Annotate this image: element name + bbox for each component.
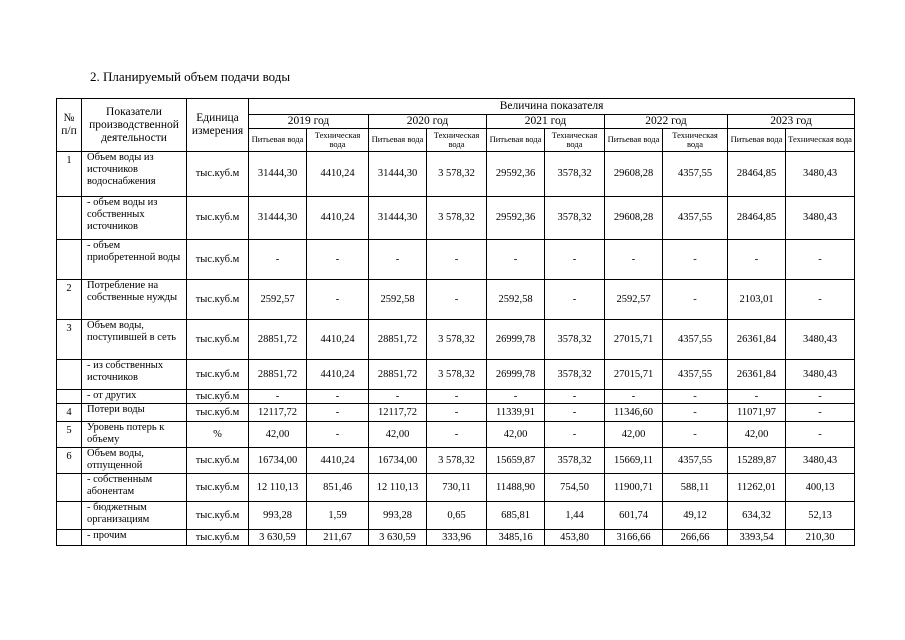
value-cell: - [427,240,487,280]
value-cell: - [307,280,369,320]
value-cell: 29592,36 [487,152,545,197]
value-cell: - [545,240,605,280]
value-cell: - [786,390,855,404]
value-cell: 3166,66 [605,530,663,546]
value-cell: 52,13 [786,502,855,530]
row-number [57,197,82,240]
value-cell: 993,28 [369,502,427,530]
row-unit: тыс.куб.м [187,448,249,474]
value-cell: - [427,404,487,422]
value-cell: 12117,72 [249,404,307,422]
value-cell: 28851,72 [369,360,427,390]
header-technical-water: Техническая вода [786,129,855,152]
value-cell: 3480,43 [786,360,855,390]
value-cell: 3 578,32 [427,320,487,360]
value-cell: 28464,85 [728,197,786,240]
value-cell: - [545,280,605,320]
value-cell: 4357,55 [663,152,728,197]
value-cell: 3480,43 [786,152,855,197]
row-unit: тыс.куб.м [187,474,249,502]
table-row [57,280,855,320]
header-drinking-water: Питьевая вода [487,129,545,152]
row-indicator: - объем воды из собственных источников [82,197,187,240]
value-cell: 42,00 [249,422,307,448]
row-indicator: - из собственных источников [82,360,187,390]
row-unit: тыс.куб.м [187,360,249,390]
value-cell: 11488,90 [487,474,545,502]
value-cell: 3 578,32 [427,360,487,390]
value-cell: 2592,58 [487,280,545,320]
value-cell: - [545,404,605,422]
value-cell: - [307,404,369,422]
table-row [57,152,855,197]
value-cell: 42,00 [605,422,663,448]
value-cell: 31444,30 [369,152,427,197]
row-number [57,390,82,404]
value-cell: - [545,422,605,448]
value-cell: 26999,78 [487,320,545,360]
value-cell: - [728,390,786,404]
header-year: 2022 год [605,115,728,129]
value-cell: 11339,91 [487,404,545,422]
value-cell: - [307,240,369,280]
row-unit: тыс.куб.м [187,320,249,360]
value-cell: 588,11 [663,474,728,502]
table-row [57,360,855,390]
table-row [57,197,855,240]
value-cell: 3578,32 [545,448,605,474]
value-cell: 11900,71 [605,474,663,502]
row-number: 1 [57,152,82,197]
table-row [57,474,855,502]
value-cell: 3578,32 [545,360,605,390]
header-no: № п/п [57,99,82,152]
table-row [57,404,855,422]
table-row [57,422,855,448]
value-cell: - [427,422,487,448]
value-cell: 601,74 [605,502,663,530]
value-cell: - [663,390,728,404]
header-technical-water: Техническая вода [427,129,487,152]
value-cell: - [249,240,307,280]
value-cell: 266,66 [663,530,728,546]
value-cell: 4357,55 [663,448,728,474]
value-cell: 851,46 [307,474,369,502]
row-indicator: - бюджетным организациям [82,502,187,530]
value-cell: 42,00 [728,422,786,448]
value-cell: 12117,72 [369,404,427,422]
value-cell: - [427,280,487,320]
value-cell: - [663,404,728,422]
header-indicator: Показатели производственной деятельности [82,99,187,152]
value-cell: 4410,24 [307,320,369,360]
header-unit: Единица измерения [187,99,249,152]
value-cell: 211,67 [307,530,369,546]
value-cell: - [307,422,369,448]
value-cell: 3578,32 [545,320,605,360]
header-technical-water: Техническая вода [545,129,605,152]
row-indicator: Объем воды, поступившей в сеть [82,320,187,360]
value-cell: 3480,43 [786,320,855,360]
section-heading: 2. Планируемый объем подачи воды [90,69,291,84]
value-cell: 28851,72 [249,360,307,390]
value-cell: 730,11 [427,474,487,502]
value-cell: 49,12 [663,502,728,530]
value-cell: 3393,54 [728,530,786,546]
value-cell: 210,30 [786,530,855,546]
table-row [57,502,855,530]
value-cell: 2592,57 [605,280,663,320]
value-cell: 400,13 [786,474,855,502]
header-drinking-water: Питьевая вода [369,129,427,152]
row-unit: тыс.куб.м [187,404,249,422]
water-supply-table [56,98,855,546]
row-number [57,360,82,390]
value-cell: 3480,43 [786,448,855,474]
table-row [57,320,855,360]
value-cell: 4410,24 [307,360,369,390]
header-drinking-water: Питьевая вода [249,129,307,152]
value-cell: 16734,00 [369,448,427,474]
value-cell: 27015,71 [605,320,663,360]
value-cell: 28851,72 [249,320,307,360]
value-cell: 26999,78 [487,360,545,390]
value-cell: 15289,87 [728,448,786,474]
row-unit: тыс.куб.м [187,240,249,280]
value-cell: 11262,01 [728,474,786,502]
header-technical-water: Техническая вода [663,129,728,152]
row-indicator: Потребление на собственные нужды [82,280,187,320]
row-indicator: - от других [82,390,187,404]
value-cell: 29608,28 [605,197,663,240]
value-cell: 15669,11 [605,448,663,474]
value-cell: 11071,97 [728,404,786,422]
header-technical-water: Техническая вода [307,129,369,152]
value-cell: - [487,390,545,404]
value-cell: 26361,84 [728,360,786,390]
value-cell: 2103,01 [728,280,786,320]
value-cell: - [307,390,369,404]
value-cell: 3 630,59 [249,530,307,546]
value-cell: 4357,55 [663,197,728,240]
row-unit: тыс.куб.м [187,530,249,546]
value-cell: 28464,85 [728,152,786,197]
value-cell: - [786,240,855,280]
value-cell: 4410,24 [307,197,369,240]
value-cell: 1,44 [545,502,605,530]
value-cell: 3 578,32 [427,448,487,474]
value-cell: 993,28 [249,502,307,530]
row-indicator: - объем приобретенной воды [82,240,187,280]
value-cell: 3485,16 [487,530,545,546]
row-unit: тыс.куб.м [187,197,249,240]
header-year: 2019 год [249,115,369,129]
row-number: 5 [57,422,82,448]
value-cell: - [605,240,663,280]
value-cell: 28851,72 [369,320,427,360]
row-unit: тыс.куб.м [187,502,249,530]
row-number [57,530,82,546]
value-cell: - [545,390,605,404]
header-value: Величина показателя [249,99,855,115]
row-unit: % [187,422,249,448]
row-indicator: - прочим [82,530,187,546]
value-cell: 3578,32 [545,197,605,240]
value-cell: 634,32 [728,502,786,530]
row-number: 3 [57,320,82,360]
header-year: 2023 год [728,115,855,129]
value-cell: 3480,43 [786,197,855,240]
value-cell: 3 630,59 [369,530,427,546]
header-year: 2020 год [369,115,487,129]
header-drinking-water: Питьевая вода [728,129,786,152]
value-cell: - [605,390,663,404]
value-cell: 685,81 [487,502,545,530]
value-cell: - [427,390,487,404]
value-cell: 29592,36 [487,197,545,240]
table-row [57,448,855,474]
value-cell: 27015,71 [605,360,663,390]
value-cell: 4410,24 [307,448,369,474]
value-cell: 2592,58 [369,280,427,320]
value-cell: - [369,390,427,404]
value-cell: 4357,55 [663,360,728,390]
value-cell: 11346,60 [605,404,663,422]
value-cell: 12 110,13 [369,474,427,502]
value-cell: 333,96 [427,530,487,546]
value-cell: 0,65 [427,502,487,530]
value-cell: - [786,422,855,448]
value-cell: 4410,24 [307,152,369,197]
row-number: 2 [57,280,82,320]
value-cell: 453,80 [545,530,605,546]
value-cell: 29608,28 [605,152,663,197]
value-cell: - [728,240,786,280]
value-cell: 42,00 [369,422,427,448]
value-cell: 16734,00 [249,448,307,474]
value-cell: 15659,87 [487,448,545,474]
row-indicator: Объем воды из источников водоснабжения [82,152,187,197]
value-cell: - [786,280,855,320]
row-number [57,240,82,280]
table-row [57,390,855,404]
value-cell: - [663,240,728,280]
table-row [57,240,855,280]
row-number: 6 [57,448,82,474]
value-cell: 1,59 [307,502,369,530]
value-cell: - [487,240,545,280]
value-cell: 754,50 [545,474,605,502]
value-cell: 31444,30 [369,197,427,240]
value-cell: 12 110,13 [249,474,307,502]
value-cell: - [249,390,307,404]
value-cell: 31444,30 [249,152,307,197]
value-cell: - [663,422,728,448]
row-indicator: Потери воды [82,404,187,422]
value-cell: 2592,57 [249,280,307,320]
row-indicator: Объем воды, отпущенной [82,448,187,474]
row-number: 4 [57,404,82,422]
row-indicator: Уровень потерь к объему [82,422,187,448]
table-row [57,530,855,546]
header-drinking-water: Питьевая вода [605,129,663,152]
row-number [57,502,82,530]
value-cell: 31444,30 [249,197,307,240]
value-cell: 26361,84 [728,320,786,360]
row-unit: тыс.куб.м [187,152,249,197]
value-cell: 3578,32 [545,152,605,197]
value-cell: 3 578,32 [427,197,487,240]
row-unit: тыс.куб.м [187,390,249,404]
value-cell: - [663,280,728,320]
value-cell: 3 578,32 [427,152,487,197]
header-year: 2021 год [487,115,605,129]
value-cell: 4357,55 [663,320,728,360]
row-number [57,474,82,502]
row-unit: тыс.куб.м [187,280,249,320]
row-indicator: - собственным абонентам [82,474,187,502]
value-cell: - [369,240,427,280]
value-cell: - [786,404,855,422]
value-cell: 42,00 [487,422,545,448]
